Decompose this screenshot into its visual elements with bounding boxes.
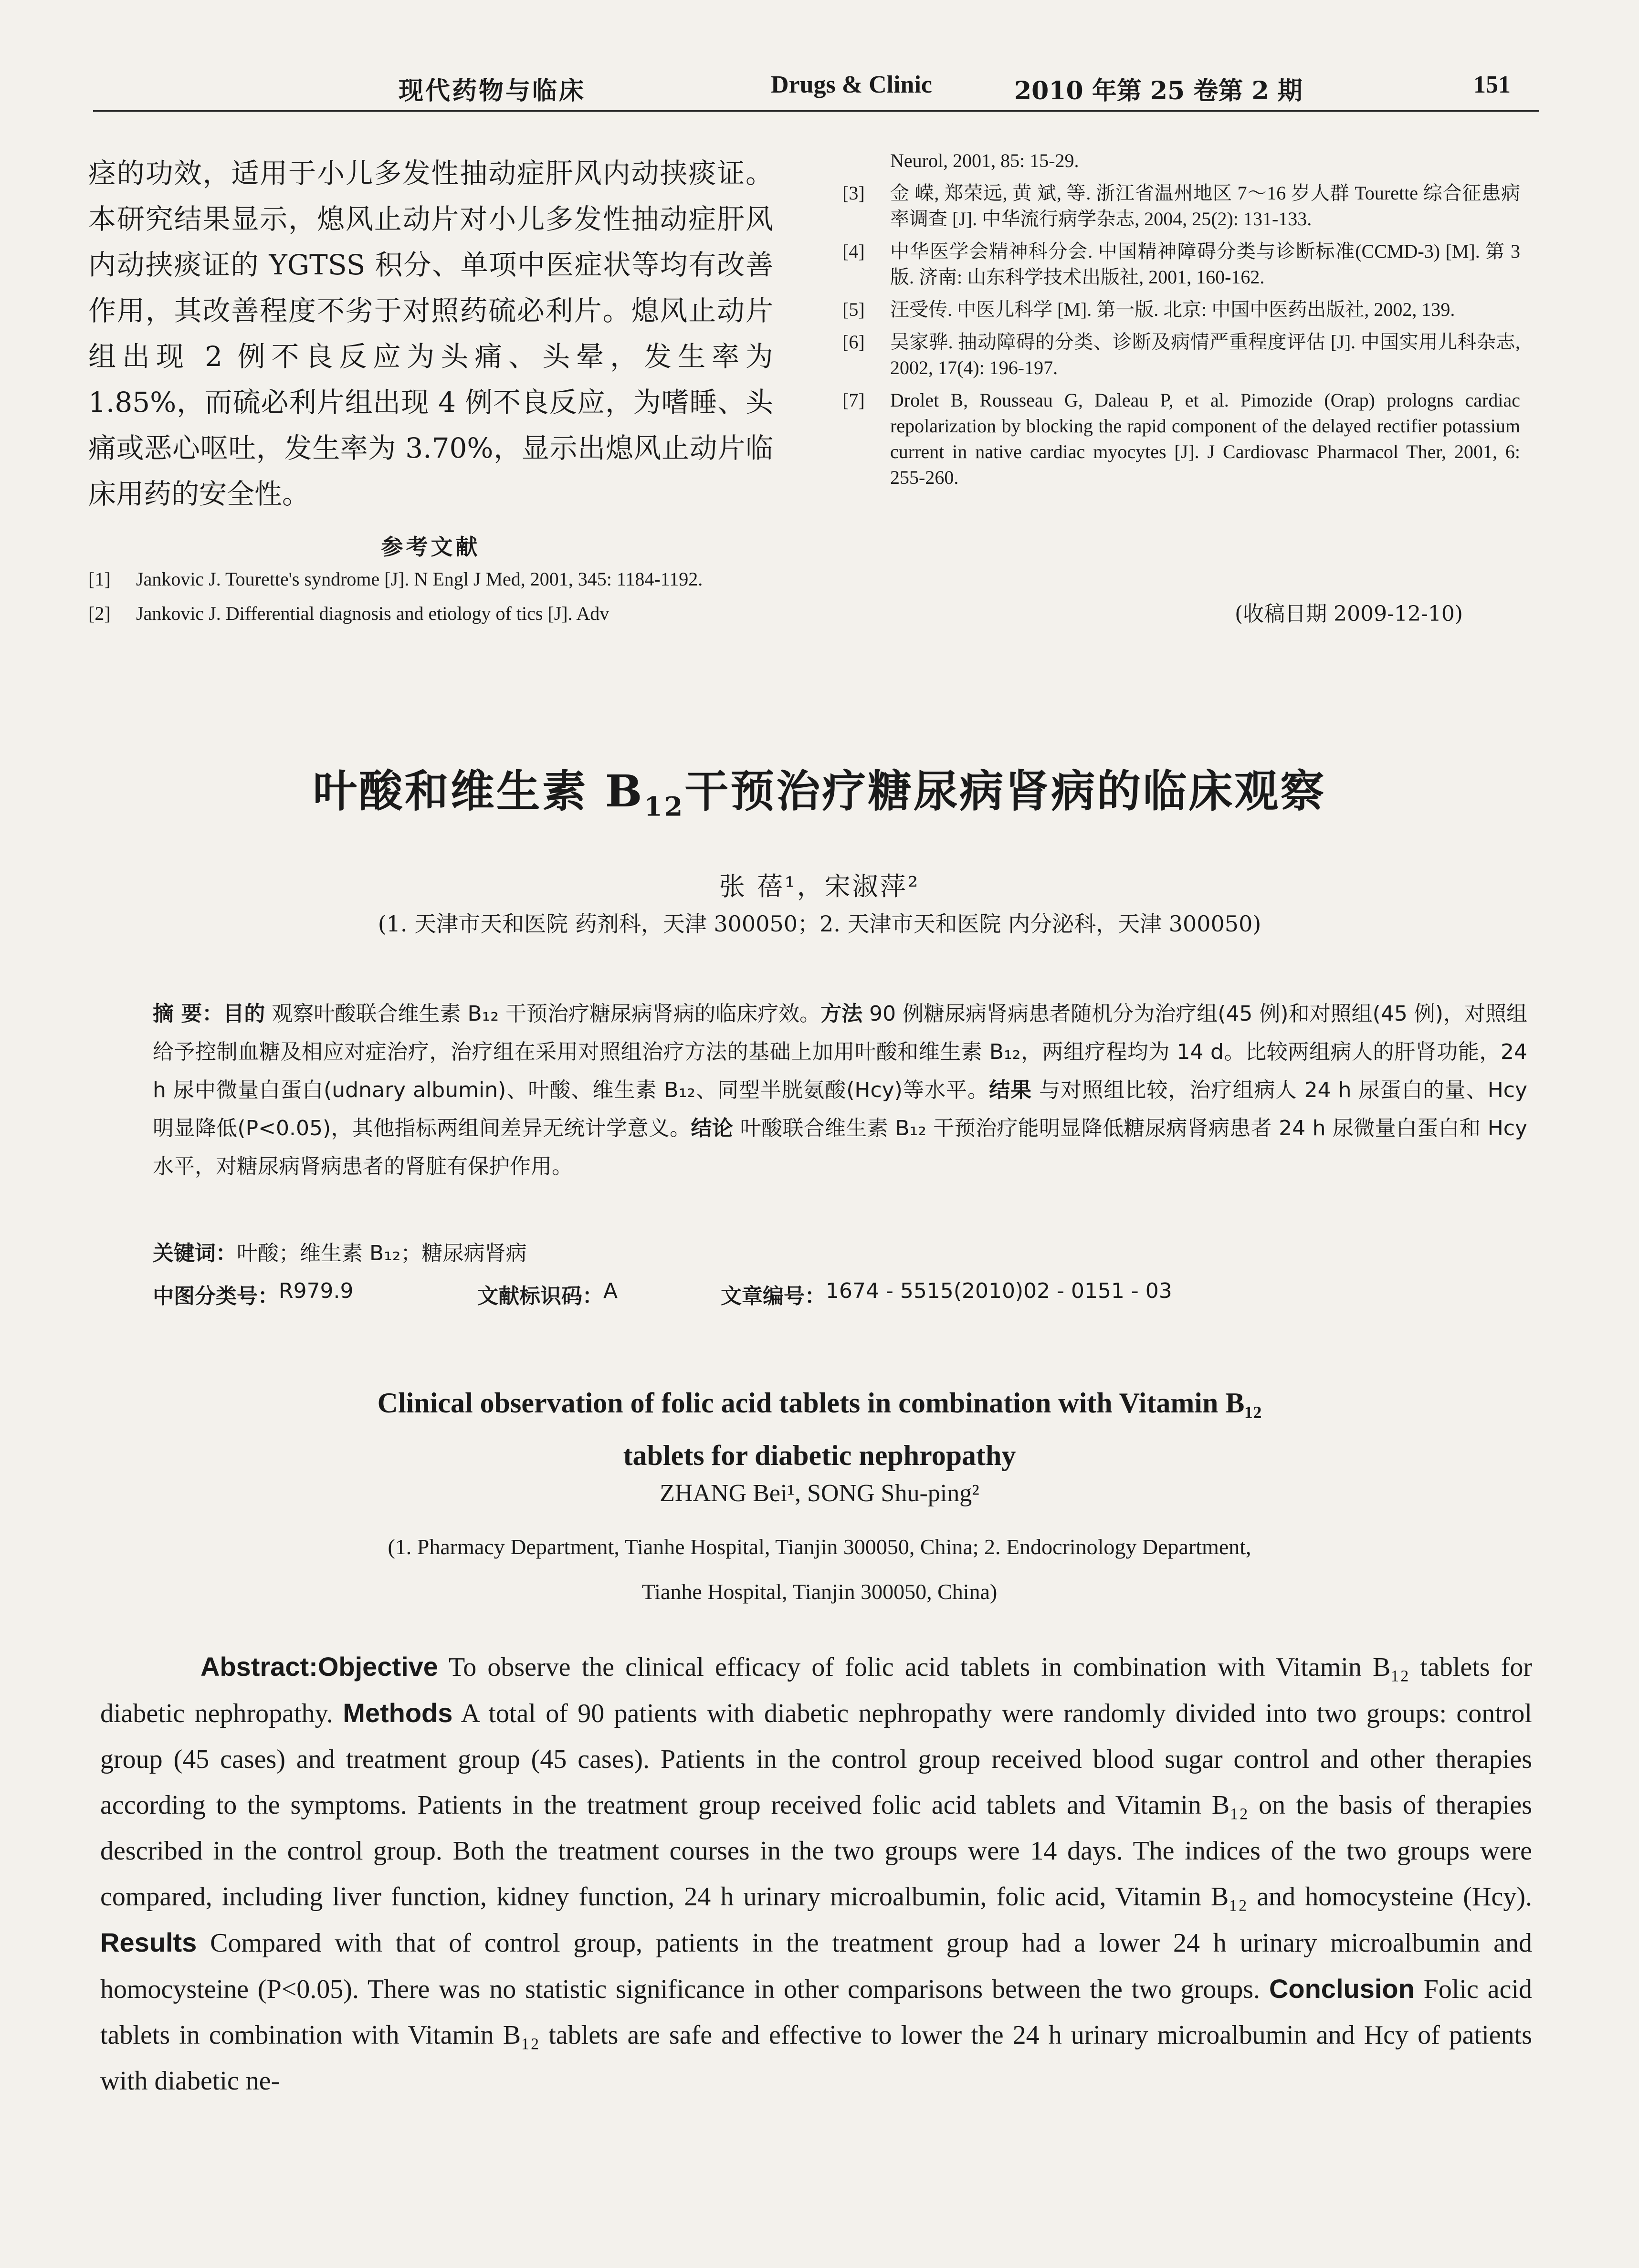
results-en-label: Results — [100, 1927, 197, 1957]
doc-code-label: 文献标识码： — [477, 1284, 603, 1308]
keywords-line — [153, 1236, 1527, 1266]
reference-item — [842, 180, 1520, 232]
reference-item — [88, 600, 773, 627]
doc-code-field — [477, 1279, 618, 1309]
reference-number: [7] — [842, 389, 865, 411]
affiliation-en-line: (1. Pharmacy Department, Tianhe Hospital, Tianjin 300050, China; 2. Endocrinology Department, — [388, 1535, 1251, 1559]
references-left-column — [88, 565, 773, 634]
reference-item — [842, 297, 1520, 323]
reference-text: Drolet B, Rousseau G, Daleau P, et al. Pimozide (Orap) prologns cardiac repolarization by blocking the rapid component of the delayed rectifier potassium current in native cardiac myocytes [J]. J Cardiovasc Pharmacol Ther, 2001, 6: 255-260. — [890, 389, 1520, 488]
authors-en: ZHANG Bei¹, SONG Shu-ping² — [660, 1480, 979, 1507]
page-number: 151 — [1473, 71, 1511, 98]
article-title-cn — [0, 756, 1639, 822]
prev-article-body — [88, 150, 773, 517]
reference-item — [88, 565, 773, 593]
running-header — [93, 57, 1539, 112]
article-no-label: 文章编号： — [721, 1284, 826, 1308]
reference-item — [842, 329, 1520, 381]
reference-number: [4] — [842, 240, 865, 262]
reference-text: 中华医学会精神科分会. 中国精神障碍分类与诊断标准(CCMD-3) [M]. 第 3 版. 济南: 山东科学技术出版社, 2001, 160-162. — [890, 240, 1520, 288]
results-text: 与对照组比较，治疗组病人 24 h 尿蛋白的量、Hcy 明显降低(P<0.05)，其他指标两组间差异无统计学意义。 — [153, 1078, 1528, 1140]
clc-label: 中图分类号： — [153, 1284, 279, 1308]
results-en-text: Compared with that of control group, patients in the treatment group had a lower 24 h urinary microalbumin and homocysteine (P<0.05). There was no statistic significance in other comparisons between the two groups. — [100, 1928, 1532, 2004]
title-cn-part: 叶酸和维生素 B — [313, 765, 644, 817]
reference-number: [5] — [842, 299, 865, 320]
reference-item — [842, 239, 1520, 290]
reference-text: 金 嵘, 郑荣远, 黄 斌, 等. 浙江省温州地区 7～16 岁人群 Tourette 综合征患病率调查 [J]. 中华流行病学杂志, 2004, 25(2): 131-133. — [890, 182, 1520, 230]
references-right-column — [842, 148, 1520, 497]
conclusion-en-text: Folic acid tablets in combination with Vitamin B₁₂ tablets are safe and effective to lower the 24 h urinary microalbumin and Hcy of patients with diabetic ne- — [100, 1975, 1532, 2096]
article-no-field — [721, 1279, 1172, 1309]
prev-article-paragraph: 痉的功效，适用于小儿多发性抽动症肝风内动挟痰证。本研究结果显示，熄风止动片对小儿多发性抽动症肝风内动挟痰证的 YGTSS 积分、单项中医症状等均有改善作用，其改善程度不劣于对照药硫必利片。熄风止动片组出现 2 例不良反应为头痛、头晕，发生率为 1.85%，而硫必利片组出现 4 例不良反应，为嗜睡、头痛或恶心呕吐，发生率为 3.70%，显示出熄风止动片临床用药的安全性。 — [88, 157, 773, 510]
clc-field — [153, 1279, 354, 1309]
methods-label: 方法 — [820, 1002, 863, 1026]
article-no-value: 1674 - 5515(2010)02 - 0151 - 03 — [826, 1279, 1172, 1303]
keywords-text: 叶酸；维生素 B₁₂；糖尿病肾病 — [237, 1241, 527, 1265]
affiliation-en-line: Tianhe Hospital, Tianjin 300050, China) — [641, 1579, 998, 1604]
conclusion-text: 叶酸联合维生素 B₁₂ 干预治疗能明显降低糖尿病肾病患者 24 h 尿微量白蛋白和 Hcy 水平，对糖尿病肾病患者的肾脏有保护作用。 — [153, 1116, 1528, 1179]
reference-number: [1] — [88, 568, 111, 590]
journal-name-en: Drugs & Clinic — [771, 71, 932, 98]
methods-en-text: A total of 90 patients with diabetic nephropathy were randomly divided into two groups: control group (45 cases) and treatment group (45 cases). Patients in the control group received blood sugar control and other therapies according to the symptoms. Patients in the treatment group received folic acid tablets and Vitamin B₁₂ on the basis of therapies described in the control group. Both the treatment courses in the two groups were 14 days. The indices of the two groups were compared, including liver function, kidney function, 24 h urinary microalbumin, folic acid, Vitamin B₁₂ and homocysteine (Hcy). — [100, 1699, 1532, 1912]
results-label: 结果 — [989, 1078, 1032, 1102]
methods-text: 90 例糖尿病肾病患者随机分为治疗组(45 例)和对照组(45 例)，对照组给予控制血糖及相应对症治疗，治疗组在采用对照组治疗方法的基础上加用叶酸和维生素 B₁₂，两组疗程均为 14 d。比较两组病人的肝肾功能，24 h 尿中微量白蛋白(udnary albumin)、叶酸、维生素 B₁₂、同型半胱氨酸(Hcy)等水平。 — [153, 1002, 1528, 1102]
title-en-line: tablets for diabetic nephropathy — [623, 1440, 1016, 1471]
abstract-label: 摘 要： — [153, 1002, 223, 1026]
title-en-line: Clinical observation of folic acid tablets in combination with Vitamin B₁₂ — [377, 1387, 1262, 1419]
reference-text: Jankovic J. Tourette's syndrome [J]. N Engl J Med, 2001, 345: 1184-1192. — [136, 568, 703, 590]
journal-name-cn: 现代药物与临床 — [399, 76, 586, 105]
reference-item — [842, 387, 1520, 491]
received-date: (收稿日期 2009-12-10) — [1234, 602, 1463, 626]
doc-code-value: A — [603, 1279, 618, 1303]
affiliation-cn: (1. 天津市天和医院 药剂科，天津 300050；2. 天津市天和医院 内分泌科，天津 300050) — [378, 911, 1261, 937]
reference-text: 吴家骅. 抽动障碍的分类、诊断及病情严重程度评估 [J]. 中国实用儿科杂志, 2002, 17(4): 196-197. — [890, 331, 1520, 378]
conclusion-label: 结论 — [691, 1116, 734, 1140]
reference-text: Jankovic J. Differential diagnosis and etiology of tics [J]. Adv — [136, 603, 609, 624]
objective-en-label: Objective — [317, 1651, 438, 1682]
clc-value: R979.9 — [279, 1279, 354, 1303]
objective-text: 观察叶酸联合维生素 B₁₂ 干预治疗糖尿病肾病的临床疗效。 — [265, 1002, 821, 1026]
references-heading: 参考文献 — [381, 534, 481, 560]
issue-info: 2010 年第 25 卷第 2 期 — [1014, 76, 1303, 105]
reference-number: [2] — [88, 603, 111, 624]
abstract-en — [100, 1644, 1532, 2104]
methods-en-label: Methods — [343, 1698, 453, 1728]
title-cn-part: 干预治疗糖尿病肾病的临床观察 — [684, 765, 1326, 817]
affiliation-en — [0, 1525, 1639, 1614]
abstract-cn — [153, 995, 1527, 1186]
title-cn-subscript: 12 — [644, 791, 685, 823]
objective-en-text: To observe the clinical efficacy of folic acid tablets in combination with Vitamin B₁₂ tablets for diabetic nephropathy. — [100, 1652, 1532, 1728]
reference-number: [3] — [842, 182, 865, 204]
objective-label: 目的 — [223, 1002, 265, 1026]
article-title-en — [0, 1377, 1639, 1482]
authors-cn: 张 蓓¹，宋淑萍² — [719, 871, 920, 901]
reference-text: 汪受传. 中医儿科学 [M]. 第一版. 北京: 中国中医药出版社, 2002, 139. — [890, 299, 1455, 320]
reference-continuation: Neurol, 2001, 85: 15-29. — [890, 150, 1079, 171]
abstract-en-label: Abstract: — [200, 1651, 318, 1682]
keywords-label: 关键词： — [153, 1241, 237, 1265]
reference-number: [6] — [842, 331, 865, 353]
conclusion-en-label: Conclusion — [1269, 1974, 1415, 2004]
